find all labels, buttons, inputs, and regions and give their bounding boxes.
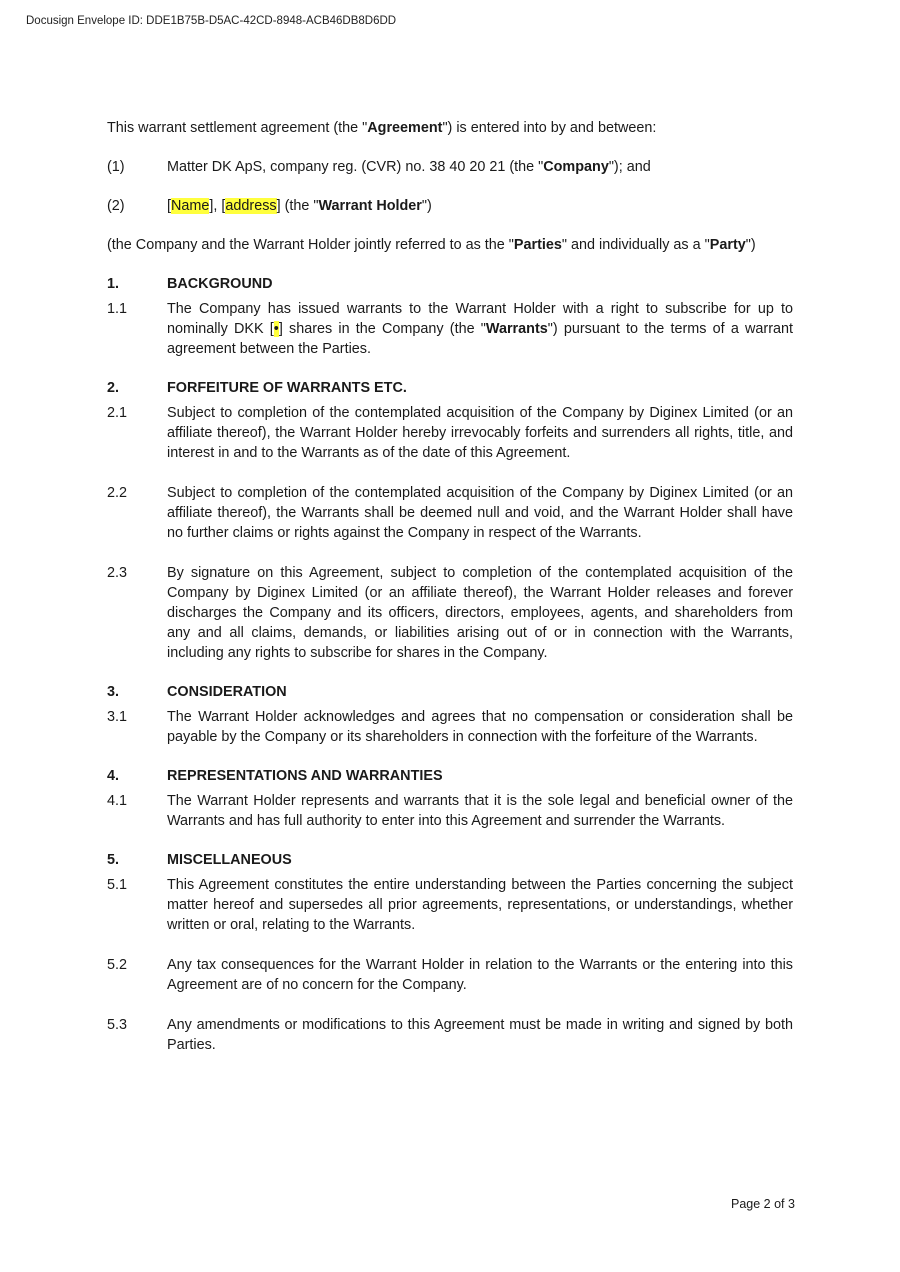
clause: [107, 483, 793, 543]
section-miscellaneous: [107, 850, 793, 1055]
clause: [107, 563, 793, 663]
address-placeholder: address: [225, 198, 277, 214]
clause-number: 1.1: [107, 301, 128, 317]
parties-definition: (the Company and the Warrant Holder jointly referred to as the "Parties" and individually as a "Party"): [107, 237, 756, 253]
clause: [107, 875, 793, 935]
party-company: [107, 157, 793, 177]
party-number: (1): [107, 159, 125, 175]
party-number: (2): [107, 198, 125, 214]
name-placeholder: Name: [171, 198, 210, 214]
intro-paragraph: This warrant settlement agreement (the "Agreement") is entered into by and between:: [107, 120, 657, 136]
page-number: Page 2 of 3: [731, 1197, 795, 1211]
clause-number: 4.1: [107, 793, 128, 809]
section-heading: 4. REPRESENTATIONS AND WARRANTIES: [107, 768, 443, 784]
section-consideration: [107, 682, 793, 747]
envelope-id: Docusign Envelope ID: DDE1B75B-D5AC-42CD-8948-ACB46DB8D6DD: [26, 15, 397, 27]
clause-number: 2.2: [107, 485, 128, 501]
clause-number: 5.2: [107, 957, 128, 973]
clause-text: The Warrant Holder represents and warrants that it is the sole legal and beneficial owner of the Warrants and has full authority to enter into this Agreement and surrender the Warrants.: [167, 793, 793, 829]
clause-text: Any tax consequences for the Warrant Holder in relation to the Warrants or the entering into this Agreement are of no concern for the Company.: [167, 957, 793, 993]
clause-text: Subject to completion of the contemplated acquisition of the Company by Diginex Limited (or an affiliate thereof), the Warrants shall be deemed null and void, and the Warrant Holder shall have no further claims or rights against the Company in respect of the Warrants.: [167, 485, 793, 541]
clause-text: By signature on this Agreement, subject to completion of the contemplated acquisition of the Company by Diginex Limited (or an affiliate thereof), the Warrant Holder releases and forever discharges the Company and its officers, directors, employees, agents, and shareholders from any and all claims, demands, or liabilities arising out of or in connection with the Warrants, including any rights to subscribe for shares in the Company.: [167, 565, 793, 661]
section-heading: 1. BACKGROUND: [107, 276, 273, 292]
section-representations: [107, 766, 793, 831]
clause-text: Any amendments or modifications to this Agreement must be made in writing and signed by both Parties.: [167, 1017, 793, 1053]
clause-number: 2.1: [107, 405, 128, 421]
clause-number: 3.1: [107, 709, 128, 725]
party-warrant-holder: [107, 196, 793, 216]
section-background: [107, 274, 793, 359]
clause-number: 5.3: [107, 1017, 128, 1033]
party-text: [Name], [address] (the "Warrant Holder"): [167, 198, 432, 214]
clause-number: 2.3: [107, 565, 128, 581]
clause-text: The Warrant Holder acknowledges and agrees that no compensation or consideration shall be payable by the Company or its shareholders in connection with the forfeiture of the Warrants.: [167, 709, 793, 745]
clause-text: This Agreement constitutes the entire understanding between the Parties concerning the subject matter hereof and supersedes all prior agreements, representations, or understandings, whether written or oral, relating to the Warrants.: [167, 877, 793, 933]
amount-placeholder: •: [273, 321, 279, 337]
party-text: Matter DK ApS, company reg. (CVR) no. 38 40 20 21 (the "Company"); and: [167, 159, 651, 175]
clause: [107, 299, 793, 359]
clause-text: The Company has issued warrants to the Warrant Holder with a right to subscribe for up to nominally DKK [•] shares in the Company (the "Warrants") pursuant to the terms of a warrant agreement between the Parties.: [167, 301, 793, 357]
clause: [107, 1015, 793, 1055]
section-heading: 3. CONSIDERATION: [107, 684, 287, 700]
clause: [107, 955, 793, 995]
document-body: [107, 118, 793, 1055]
clause: [107, 707, 793, 747]
clause: [107, 791, 793, 831]
clause-text: Subject to completion of the contemplated acquisition of the Company by Diginex Limited (or an affiliate thereof), the Warrant Holder hereby irrevocably forfeits and surrenders all rights, title, and interest in and to the Warrants as of the date of this Agreement.: [167, 405, 793, 461]
clause: [107, 403, 793, 463]
section-forfeiture: [107, 378, 793, 663]
section-heading: 5. MISCELLANEOUS: [107, 852, 292, 868]
clause-number: 5.1: [107, 877, 128, 893]
section-heading: 2. FORFEITURE OF WARRANTS ETC.: [107, 380, 407, 396]
